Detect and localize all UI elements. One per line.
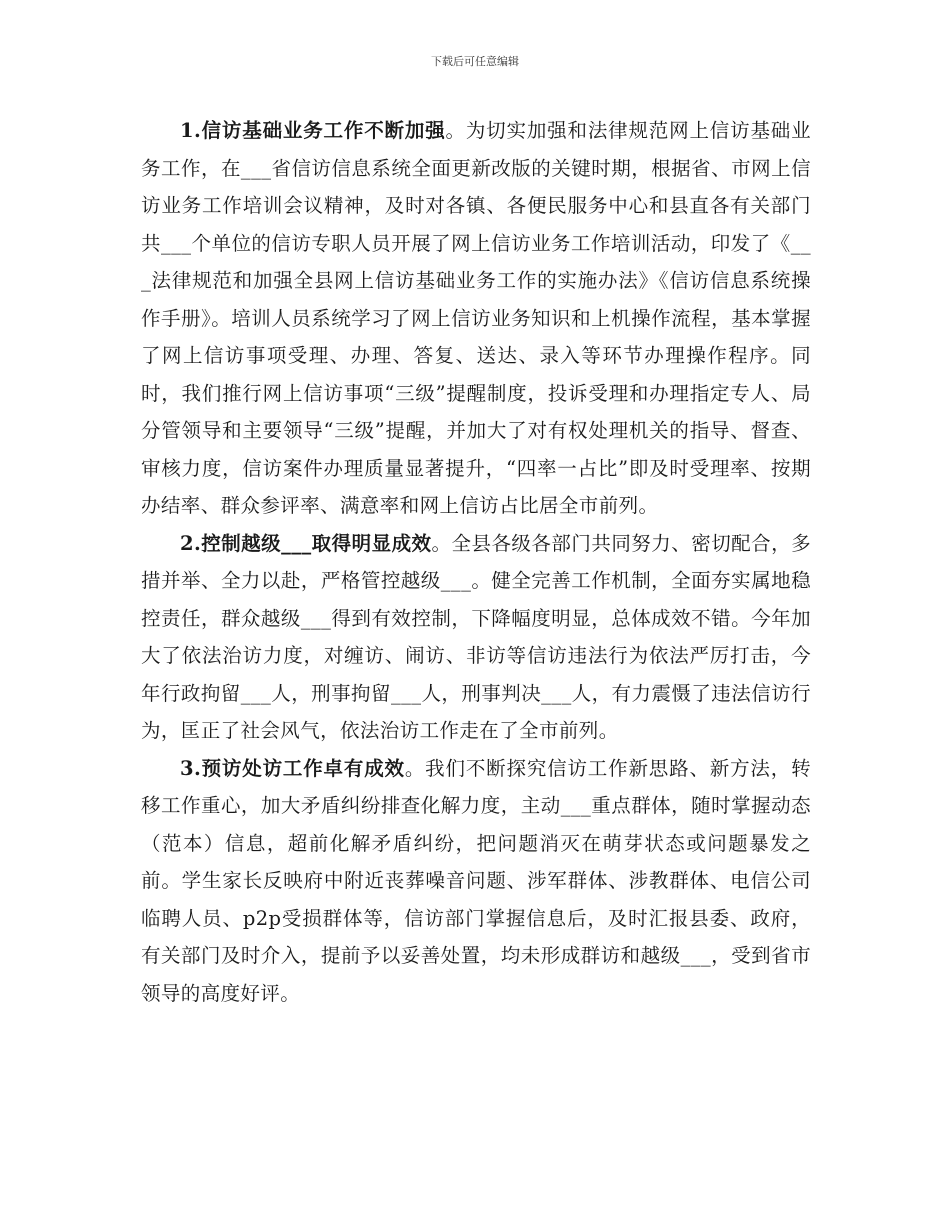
paragraph-2: [141, 525, 811, 750]
document-body: [141, 112, 811, 1012]
paragraph-text: 。全县各级各部门共同努力、密切配合，多措并举、全力以赴，严格管控越级___。健全完善工作机制，全面夯实属地稳控责任，群众越级___得到有效控制，下降幅度明显，总体成效不错。今年加大了依法治访力度，对缠访、闹访、非访等信访违法行为依法严厉打击，今年行政拘留___人，刑事拘留___人，刑事判决___人，有力震慑了违法信访行为，匡正了社会风气，依法治访工作走在了全市前列。: [141, 531, 812, 742]
paragraph-text: 。为切实加强和法律规范网上信访基础业务工作，在___省信访信息系统全面更新改版的关键时期，根据省、市网上信访业务工作培训会议精神，及时对各镇、各便民服务中心和县直各有关部门共___个单位的信访专职人员开展了网上信访业务工作培训活动，印发了《___法律规范和加强全县网上信访基础业务工作的实施办法》《信访信息系统操作手册》。培训人员系统学习了网上信访业务知识和上机操作流程，基本掌握了网上信访事项受理、办理、答复、送达、录入等环节办理操作程序。同时，我们推行网上信访事项“三级”提醒制度，投诉受理和办理指定专人、局分管领导和主要领导“三级”提醒，并加大了对有权处理机关的指导、督查、审核力度，信访案件办理质量显著提升，“四率一占比”即及时受理率、按期办结率、群众参评率、满意率和网上信访占比居全市前列。: [141, 119, 812, 517]
paragraph-text: 。我们不断探究信访工作新思路、新方法，转移工作重心，加大矛盾纠纷排查化解力度，主动___重点群体，随时掌握动态（范本）信息，超前化解矛盾纠纷，把问题消灭在萌芽状态或问题暴发之前。学生家长反映府中附近丧葬噪音问题、涉军群体、涉教群体、电信公司临聘人员、p2p受损群体等，信访部门掌握信息后，及时汇报县委、政府，有关部门及时介入，提前予以妥善处置，均未形成群访和越级___，受到省市领导的高度好评。: [141, 756, 811, 1005]
page-header: 下载后可任意编辑: [431, 55, 519, 68]
paragraph-1: [141, 112, 811, 525]
paragraph-3: [141, 750, 811, 1013]
paragraph-heading: 2.控制越级___取得明显成效: [180, 531, 432, 555]
paragraph-heading: 3.预访处访工作卓有成效: [180, 756, 405, 780]
paragraph-heading: 1.信访基础业务工作不断加强: [180, 119, 446, 142]
